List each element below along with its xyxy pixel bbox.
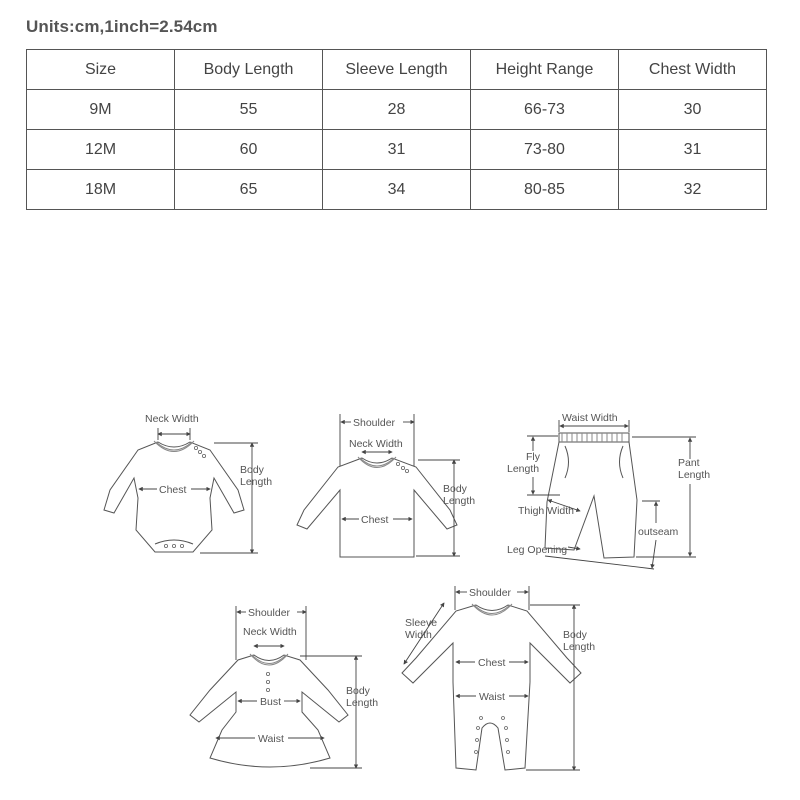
- label-leg-opening: Leg Opening: [507, 544, 568, 556]
- label-waist: Waist: [258, 733, 284, 745]
- units-note: Units:cm,1inch=2.54cm: [26, 17, 218, 36]
- label-shoulder: Shoulder: [353, 417, 396, 429]
- label-pant-length-1: Pant: [678, 457, 700, 469]
- label-pant-length-2: Length: [678, 469, 711, 481]
- header-sleeve-length: Sleeve Length: [323, 50, 471, 90]
- label-body-length-1: Body: [563, 629, 587, 641]
- label-fly-length-2: Length: [507, 463, 540, 475]
- label-chest: Chest: [159, 484, 187, 496]
- table-cell: 31: [323, 130, 471, 170]
- pants-diagram: [507, 412, 710, 569]
- label-thigh-width: Thigh Width: [518, 505, 575, 517]
- label-chest: Chest: [361, 514, 389, 526]
- label-shoulder: Shoulder: [248, 607, 291, 619]
- measurement-diagrams: [0, 400, 800, 800]
- label-shoulder: Shoulder: [469, 587, 512, 599]
- bodysuit-diagram: [104, 413, 272, 553]
- header-chest-width: Chest Width: [619, 50, 767, 90]
- table-cell: 66-73: [471, 90, 619, 130]
- label-neck-width: Neck Width: [349, 438, 403, 450]
- table-cell: 30: [619, 90, 767, 130]
- table-cell: 12M: [27, 130, 175, 170]
- label-neck-width: Neck Width: [243, 626, 297, 638]
- size-chart-table: [26, 49, 767, 210]
- table-cell: 73-80: [471, 130, 619, 170]
- table-row: [27, 130, 767, 170]
- header-size: Size: [27, 50, 175, 90]
- label-chest: Chest: [478, 657, 506, 669]
- label-waist-width: Waist Width: [562, 412, 618, 424]
- table-cell: 65: [175, 170, 323, 210]
- header-body-length: Body Length: [175, 50, 323, 90]
- top-diagram: [297, 414, 475, 557]
- table-header-row: [27, 50, 767, 90]
- label-body-length-2: Length: [240, 476, 273, 488]
- table-cell: 31: [619, 130, 767, 170]
- table-cell: 18M: [27, 170, 175, 210]
- dress-diagram: [190, 606, 378, 768]
- table-row: [27, 170, 767, 210]
- label-fly-length-1: Fly: [526, 451, 540, 463]
- label-outseam: outseam: [638, 526, 679, 538]
- label-body-length-2: Length: [563, 641, 596, 653]
- label-body-length-1: Body: [346, 685, 370, 697]
- table-cell: 60: [175, 130, 323, 170]
- table-cell: 9M: [27, 90, 175, 130]
- label-body-length-2: Length: [346, 697, 379, 709]
- table-row: [27, 90, 767, 130]
- table-cell: 80-85: [471, 170, 619, 210]
- label-body-length-2: Length: [443, 495, 476, 507]
- table-cell: 32: [619, 170, 767, 210]
- romper-diagram: [402, 586, 595, 770]
- label-neck-width: Neck Width: [145, 413, 199, 425]
- table-cell: 28: [323, 90, 471, 130]
- label-bust: Bust: [260, 696, 282, 708]
- label-sleeve-width-1: Sleeve: [405, 617, 438, 629]
- label-body-length-1: Body: [240, 464, 264, 476]
- table-cell: 55: [175, 90, 323, 130]
- label-waist: Waist: [479, 691, 505, 703]
- label-body-length-1: Body: [443, 483, 467, 495]
- label-sleeve-width-2: Width: [405, 629, 432, 641]
- table-cell: 34: [323, 170, 471, 210]
- header-height-range: Height Range: [471, 50, 619, 90]
